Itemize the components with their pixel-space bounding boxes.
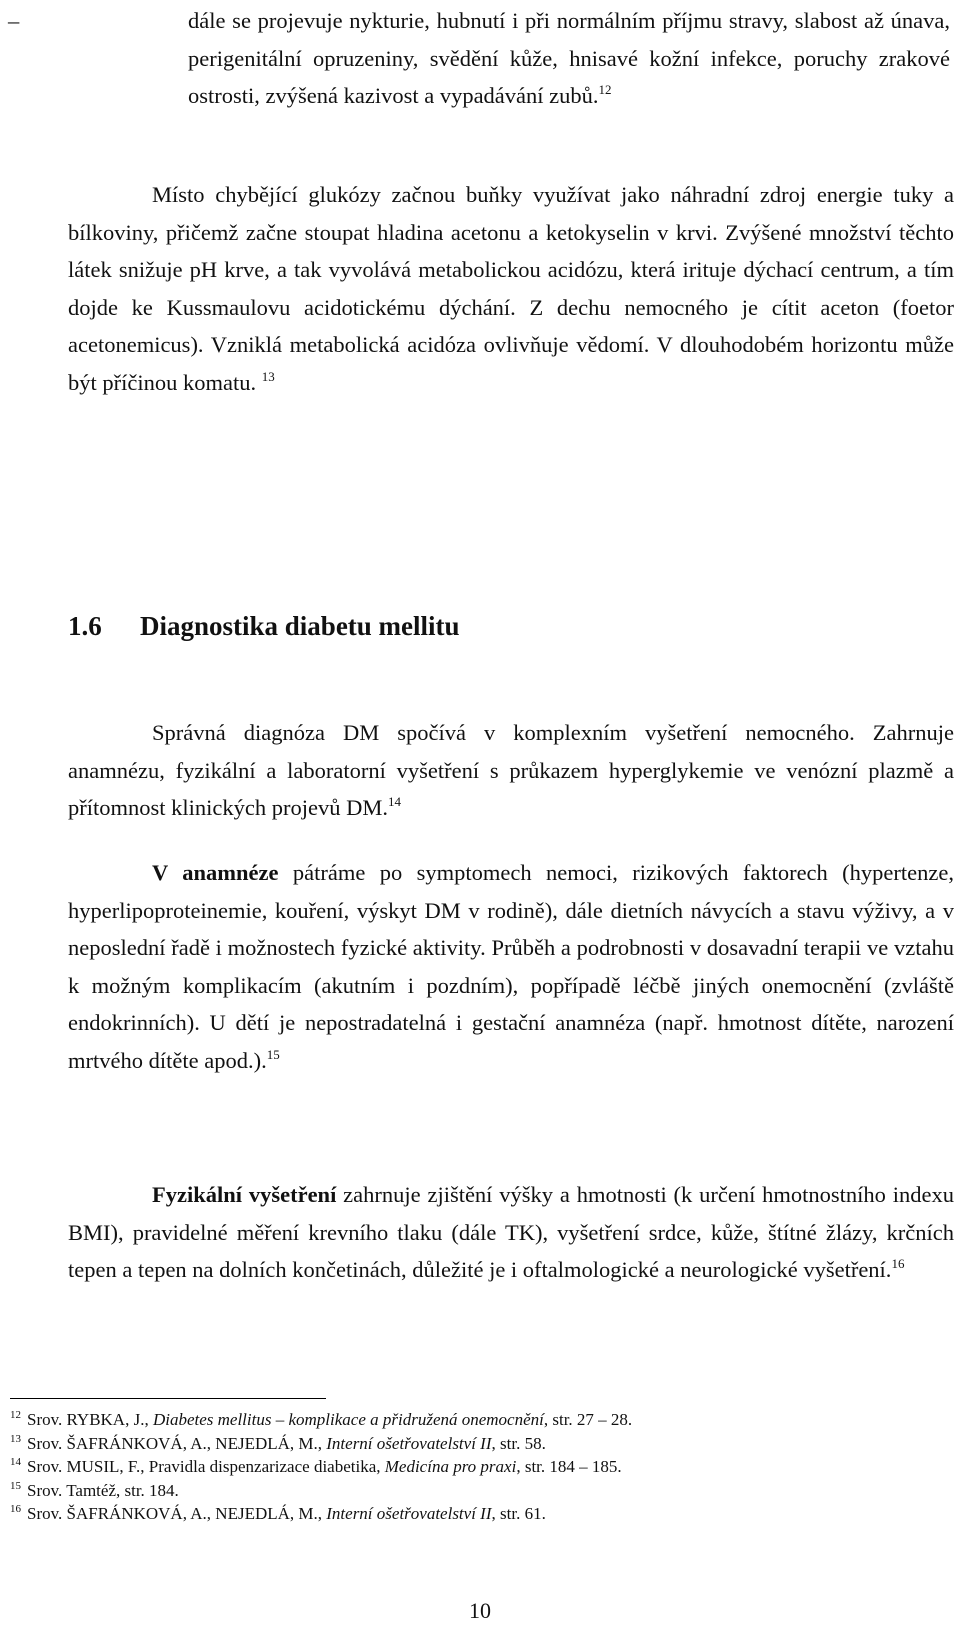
paragraph-text: pátráme po symptomech nemoci, rizikových faktorech (hypertenze, hyperlipoproteinemie, kouření, výskyt DM v rodině), dále dietních návycích a stavu výživy, a v neposlední řadě i možnostech fyzické aktivity. Průběh a podrobnosti v dosavadní terapii ve vztahu k možným komplikacím (akutním i pozdním), popřípadě léčbě jiných onemocnění (zvláště endokrinních). U dětí je nepostradatelná i gestační anamnéza (např. hmotnost dítěte, narození mrtvého dítěte apod.). (68, 860, 954, 1073)
footnote-pages: , str. 184 – 185. (516, 1457, 622, 1476)
page-number: 10 (469, 1598, 491, 1623)
footnote-text: Srov. ŠAFRÁNKOVÁ, A., NEJEDLÁ, M., (27, 1433, 327, 1453)
footnote-ref-12[interactable]: 12 (598, 82, 612, 97)
bold-term-physical-exam: Fyzikální vyšetření (152, 1182, 337, 1207)
footnote-title: Medicína pro praxi (384, 1457, 517, 1476)
paragraph-ketoacidosis (68, 176, 954, 401)
section-number: 1.6 (68, 611, 102, 641)
paragraph-diagnosis (68, 714, 954, 827)
footnote-item (10, 1408, 940, 1432)
footnote-text: Srov. ŠAFRÁNKOVÁ, A., NEJEDLÁ, M., (27, 1504, 327, 1523)
paragraph-anamnesis (68, 854, 954, 1079)
footnote-pages: , str. 27 – 28. (543, 1410, 633, 1429)
footnote-ref-15[interactable]: 15 (266, 1046, 280, 1062)
paragraph-text: Místo chybějící glukózy začnou buňky využívat jako náhradní zdroj energie tuky a bílkoviny, přičemž začne stoupat hladina acetonu a ketokyselin v krvi. Zvýšené množství těchto látek snižuje pH krve, a tak vyvolává metabolickou acidózu, která irituje dýchací centrum, a tím dojde ke Kussmaulovu acidotickému dýchání. Z dechu nemocného je cítit aceton (foetor acetonemicus). Vzniklá metabolická acidóza ovlivňuje vědomí. V dlouhodobém horizontu může být příčinou komatu. (68, 182, 954, 395)
footnote-separator (10, 1398, 326, 1399)
bold-term-anamnesis: V anamnéze (152, 860, 279, 885)
footnotes (10, 1408, 940, 1526)
footnote-title: Interní ošetřovatelství II (326, 1504, 492, 1523)
footnote-title: Diabetes mellitus – komplikace a přidružená onemocnění (152, 1410, 544, 1429)
footnote-item (10, 1455, 940, 1479)
footnote-item (10, 1432, 940, 1456)
section-title: Diagnostika diabetu mellitu (140, 611, 460, 641)
footnote-ref-13[interactable]: 13 (261, 368, 275, 384)
footnote-text: Srov. RYBKA, J., (27, 1410, 153, 1429)
footnote-number: 15 (10, 1479, 21, 1492)
footnote-number: 14 (10, 1456, 21, 1468)
footnote-item (10, 1479, 940, 1503)
bullet-text: dále se projevuje nykturie, hubnutí i při normálním příjmu stravy, slabost až únava, perigenitální opruzeniny, svědění kůže, hnisavé kožní infekce, poruchy zrakové ostrosti, zvýšená kazivost a vypadávání zubů. (188, 8, 950, 108)
footnote-text: Srov. MUSIL, F., Pravidla dispenzarizace diabetika, (27, 1457, 385, 1476)
footnote-pages: , str. 61. (491, 1504, 546, 1523)
footnote-ref-16[interactable]: 16 (891, 1256, 905, 1271)
footnote-number: 13 (10, 1432, 21, 1445)
paragraph-text: Správná diagnóza DM spočívá v komplexním vyšetření nemocného. Zahrnuje anamnézu, fyzikální a laboratorní vyšetření s průkazem hyperglykemie ve venózní plazmě a přítomnost klinických projevů DM. (68, 720, 954, 820)
footnote-text: Srov. Tamtéž, str. 184. (27, 1480, 179, 1500)
footnote-number: 12 (10, 1409, 21, 1421)
paragraph-text: zahrnuje zjištění výšky a hmotnosti (k určení hmotnostního indexu BMI), pravidelné měření krevního tlaku (dále TK), vyšetření srdce, kůže, štítné žlázy, krčních tepen a tepen na dolních končetinách, důležité je i oftalmologické a neurologické vyšetření. (68, 1182, 955, 1282)
footnote-item (10, 1502, 940, 1526)
footnote-pages: , str. 58. (491, 1433, 546, 1453)
bullet-item (8, 2, 950, 115)
footnote-number: 16 (10, 1503, 21, 1515)
footnote-ref-14[interactable]: 14 (387, 794, 401, 809)
bullet-dash: – (8, 8, 20, 33)
paragraph-physical-exam (68, 1176, 954, 1289)
footnote-title: Interní ošetřovatelství II (326, 1433, 492, 1453)
bullet-text-block (188, 2, 950, 115)
section-heading (68, 608, 948, 644)
